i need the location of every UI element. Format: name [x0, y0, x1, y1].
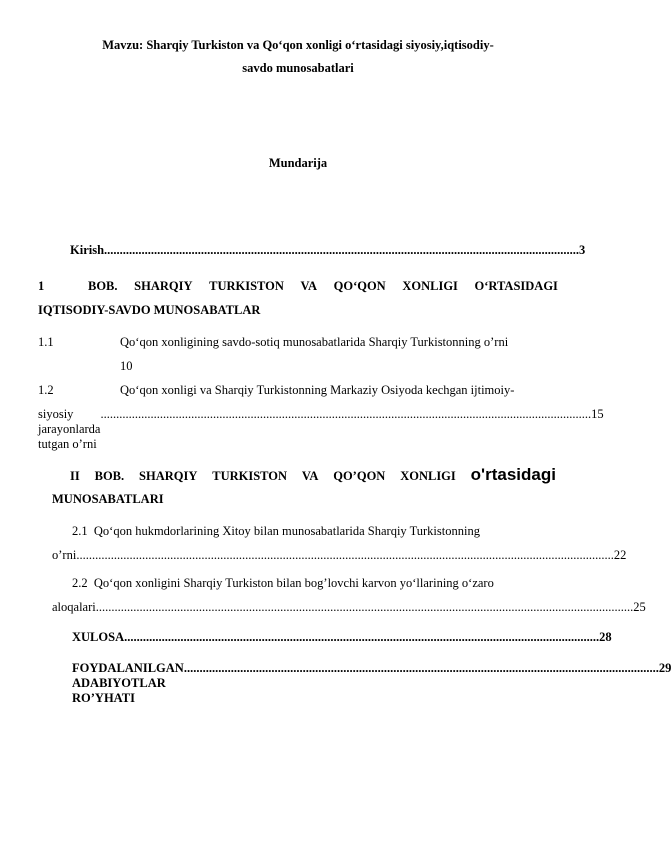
- section-2-2-text: Qo‘qon xonligini Sharqiy Turkiston bilan bog’lovchi karvon yo‘llarining o‘zaro: [93, 576, 494, 590]
- chapter-1-word: SHARQIY: [134, 279, 193, 293]
- chapter-1-word: BOB.: [88, 279, 118, 293]
- section-1-2-title-line1[interactable]: Qo‘qon xonligi va Sharqiy Turkistonning Markaziy Osiyoda kechgan ijtimoiy-: [120, 383, 515, 397]
- chapter-2-word: II: [70, 469, 80, 483]
- toc-entry-label: siyosiy jarayonlarda tutgan o’rni: [38, 407, 101, 451]
- section-2-1-title-line1[interactable]: [72, 524, 480, 539]
- chapter-1-word: QO‘QON: [333, 279, 386, 293]
- chapter-1-title-line2: IQTISODIY-SAVDO MUNOSABATLAR: [38, 303, 261, 317]
- toc-entry-label: FOYDALANILGAN ADABIYOTLAR RO’YHATI: [72, 661, 184, 705]
- chapter-1-word: TURKISTON: [209, 279, 284, 293]
- section-2-2-title-line1[interactable]: [72, 576, 494, 591]
- toc-entry-label: aloqalari: [52, 600, 96, 614]
- toc-entry-references[interactable]: [72, 661, 671, 706]
- chapter-2-word: BOB.: [94, 469, 125, 483]
- section-2-1-number: 2.1: [72, 524, 88, 538]
- toc-entry-kirish[interactable]: [70, 243, 586, 258]
- toc-entry-label: Kirish: [70, 243, 105, 257]
- chapter-1-title-line1[interactable]: [88, 279, 558, 294]
- section-1-1-title[interactable]: Qo‘qon xonligining savdo-sotiq munosabatlarida Sharqiy Turkistonning o’rni: [120, 335, 509, 349]
- section-1-2-title-line2[interactable]: [38, 407, 604, 452]
- chapter-1-word: VA: [300, 279, 317, 293]
- chapter-1-word: O‘RTASIDAGI: [474, 279, 558, 293]
- chapter-1-word: XONLIGI: [402, 279, 458, 293]
- section-1-1-page: 10: [120, 359, 133, 373]
- dot-leader: ........................................................................................................................................................: [183, 661, 659, 675]
- chapter-2-title-line2: MUNOSABATLARI: [52, 492, 164, 506]
- chapter-2-word: SHARQIY: [139, 469, 198, 483]
- toc-page-number: 25: [633, 600, 646, 614]
- title-line-2: savdo munosabatlari: [242, 61, 354, 75]
- toc-page-number: 3: [579, 243, 586, 257]
- chapter-2-word: VA: [301, 469, 319, 483]
- toc-page-number: 22: [613, 548, 627, 562]
- toc-page-number: 28: [599, 630, 612, 644]
- toc-entry-xulosa[interactable]: [72, 630, 612, 645]
- chapter-2-word: TURKISTON: [212, 469, 288, 483]
- toc-entry-label: XULOSA: [72, 630, 125, 644]
- toc-entry-label: o’rni: [52, 548, 77, 562]
- toc-heading: Mundarija: [268, 156, 328, 170]
- section-2-1-title-line2[interactable]: [52, 548, 627, 563]
- section-2-2-title-line2[interactable]: [52, 600, 646, 615]
- dot-leader: ............................................................................................................................................................................: [76, 548, 614, 562]
- dot-leader: ............................................................................................................................................................................: [95, 600, 634, 614]
- dot-leader: .............................................................................................................................................................: [100, 407, 592, 421]
- toc-page-number: 15: [591, 407, 604, 421]
- chapter-2-word: XONLIGI: [400, 469, 456, 483]
- toc-page-number: 29: [658, 661, 671, 675]
- section-2-1-text: Qo‘qon hukmdorlarining Xitoy bilan munosabatlarida Sharqiy Turkistonning: [93, 524, 480, 538]
- title-line-1: Mavzu: Sharqiy Turkiston va Qo‘qon xonligi o‘rtasidagi siyosiy,iqtisodiy-: [102, 38, 494, 52]
- chapter-2-word-large: o'rtasidagi: [470, 465, 556, 484]
- chapter-2-title-line1[interactable]: [70, 465, 556, 485]
- chapter-1-number: 1: [38, 279, 45, 293]
- section-1-2-number: 1.2: [38, 383, 54, 397]
- dot-leader: ........................................................................................................................................................: [124, 630, 600, 644]
- dot-leader: ........................................................................................................................................................: [104, 243, 580, 257]
- chapter-2-word: QO’QON: [333, 469, 386, 483]
- section-2-2-number: 2.2: [72, 576, 88, 590]
- section-1-1-number: 1.1: [38, 335, 54, 349]
